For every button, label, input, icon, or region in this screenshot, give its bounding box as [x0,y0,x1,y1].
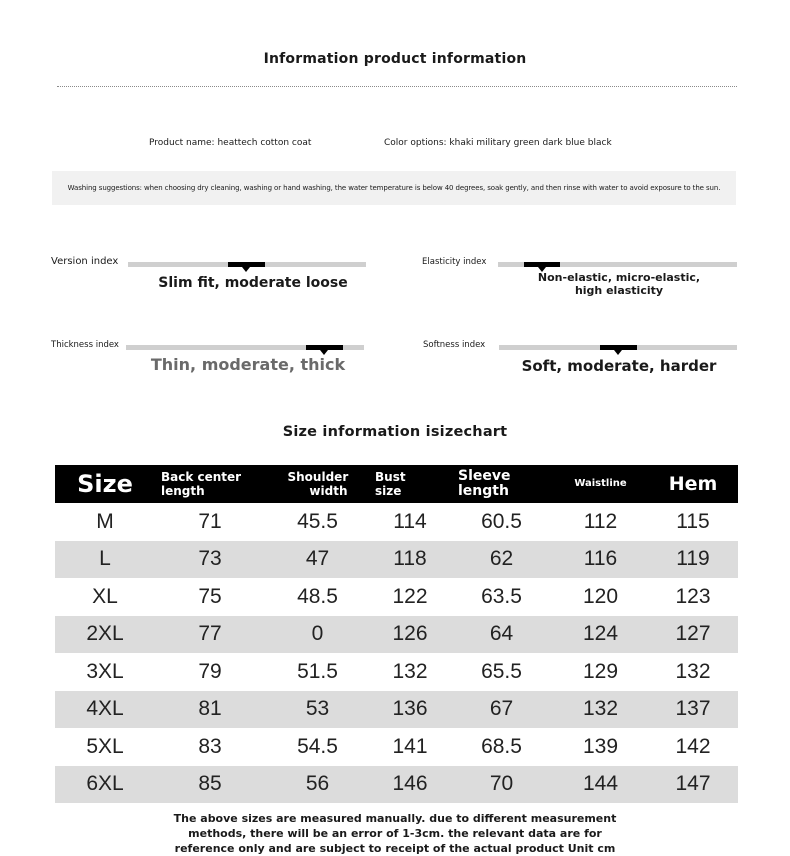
table-row [55,653,738,691]
measurement-note-line-2: methods, there will be an error of 1-3cm. the relevant data are for [188,827,602,840]
cell-shoulder-width: 45.5 [297,509,338,533]
table-row [55,541,738,579]
cell-shoulder-width: 54.5 [297,734,338,758]
softness-index-label: Softness index [423,340,486,350]
cell-sleeve-length: 64 [450,616,553,654]
header-shoulder-width: Shoulder width [265,465,370,503]
table-row [55,578,738,616]
cell-size: XL [92,584,118,608]
cell-hem: 132 [675,659,711,683]
cell-back-center-length: 81 [155,691,265,729]
cell-bust-size: 141 [392,734,428,758]
cell-back-center-length: 75 [198,584,222,608]
cell-sleeve-length: 65.5 [481,659,522,683]
cell-waistline: 144 [553,766,648,804]
cell-size: 5XL [86,734,124,758]
softness-index-text: Soft, moderate, harder [521,357,717,375]
measurement-note-line-3: reference only and are subject to receipt of the actual product Unit cm [174,842,616,855]
cell-sleeve-length: 68.5 [481,734,522,758]
divider [57,86,737,87]
cell-size: 4XL [55,691,155,729]
cell-hem: 123 [675,584,711,608]
cell-size: M [96,509,114,533]
cell-shoulder-width: 53 [265,691,370,729]
softness-index-bar [499,345,737,350]
cell-waistline: 139 [582,734,619,758]
cell-bust-size: 146 [370,766,450,804]
cell-hem: 127 [648,616,738,654]
measurement-note-line-1: The above sizes are measured manually. due to different measurement [173,812,617,825]
size-table-header-row [55,465,738,503]
cell-shoulder-width: 0 [265,616,370,654]
version-index-bar [128,262,366,267]
size-table-body [55,503,738,803]
cell-waistline: 116 [553,541,648,579]
cell-bust-size: 126 [370,616,450,654]
measurement-note [0,811,790,856]
cell-waistline: 124 [553,616,648,654]
table-row [55,616,738,654]
header-waistline: Waistline [553,465,648,503]
cell-hem: 119 [648,541,738,579]
cell-bust-size: 136 [370,691,450,729]
cell-shoulder-width: 56 [265,766,370,804]
washing-text: Washing suggestions: when choosing dry cleaning, washing or hand washing, the water temperature is below 40 degrees, soak gently, and then rinse with water to avoid exposure to the sun. [67,184,721,192]
cell-bust-size: 132 [392,659,428,683]
cell-bust-size: 122 [392,584,428,608]
table-row [55,728,738,766]
cell-back-center-length: 83 [198,734,222,758]
table-row [55,691,738,729]
version-index-label: Version index [51,256,119,267]
cell-bust-size: 114 [393,509,427,533]
cell-back-center-length: 85 [155,766,265,804]
cell-back-center-length: 73 [155,541,265,579]
thickness-index-bar [126,345,364,350]
header-size: Size [55,465,155,503]
cell-back-center-length: 77 [155,616,265,654]
cell-back-center-length: 71 [198,509,222,533]
cell-sleeve-length: 60.5 [481,509,522,533]
cell-hem: 147 [648,766,738,804]
washing-suggestions [52,171,736,205]
page-title: Information product information [263,51,527,67]
cell-size: 3XL [86,659,124,683]
cell-sleeve-length: 63.5 [481,584,522,608]
cell-sleeve-length: 62 [450,541,553,579]
cell-shoulder-width: 47 [265,541,370,579]
version-index-text: Slim fit, moderate loose [158,275,348,291]
cell-back-center-length: 79 [198,659,222,683]
cell-sleeve-length: 67 [450,691,553,729]
thickness-index-text: Thin, moderate, thick [150,355,346,374]
table-row [55,766,738,804]
thickness-index-label: Thickness index [51,340,119,350]
cell-size: L [55,541,155,579]
cell-waistline: 129 [582,659,619,683]
cell-waistline: 120 [582,584,619,608]
table-row [55,503,738,541]
size-chart-title: Size information isizechart [282,424,508,440]
color-options: Color options: khaki military green dark blue black [384,138,612,148]
cell-size: 2XL [55,616,155,654]
header-back-center-length: Back center length [155,465,265,503]
cell-sleeve-length: 70 [450,766,553,804]
product-name: Product name: heattech cotton coat [149,138,312,148]
header-bust-size: Bust size [370,465,450,503]
header-sleeve-length: Sleeve length [450,465,553,503]
cell-hem: 115 [676,509,710,533]
cell-shoulder-width: 51.5 [297,659,338,683]
cell-size: 6XL [55,766,155,804]
cell-waistline: 112 [583,509,618,533]
cell-shoulder-width: 48.5 [297,584,338,608]
version-index-pointer [242,267,250,272]
softness-index-pointer [614,350,622,355]
size-table [55,465,738,803]
cell-hem: 137 [648,691,738,729]
header-hem: Hem [648,465,738,503]
elasticity-index-bar [498,262,737,267]
cell-bust-size: 118 [370,541,450,579]
cell-waistline: 132 [553,691,648,729]
elasticity-index-text: Non-elastic, micro-elastic, high elasticity [537,271,701,297]
cell-hem: 142 [675,734,711,758]
elasticity-index-label: Elasticity index [422,257,487,267]
